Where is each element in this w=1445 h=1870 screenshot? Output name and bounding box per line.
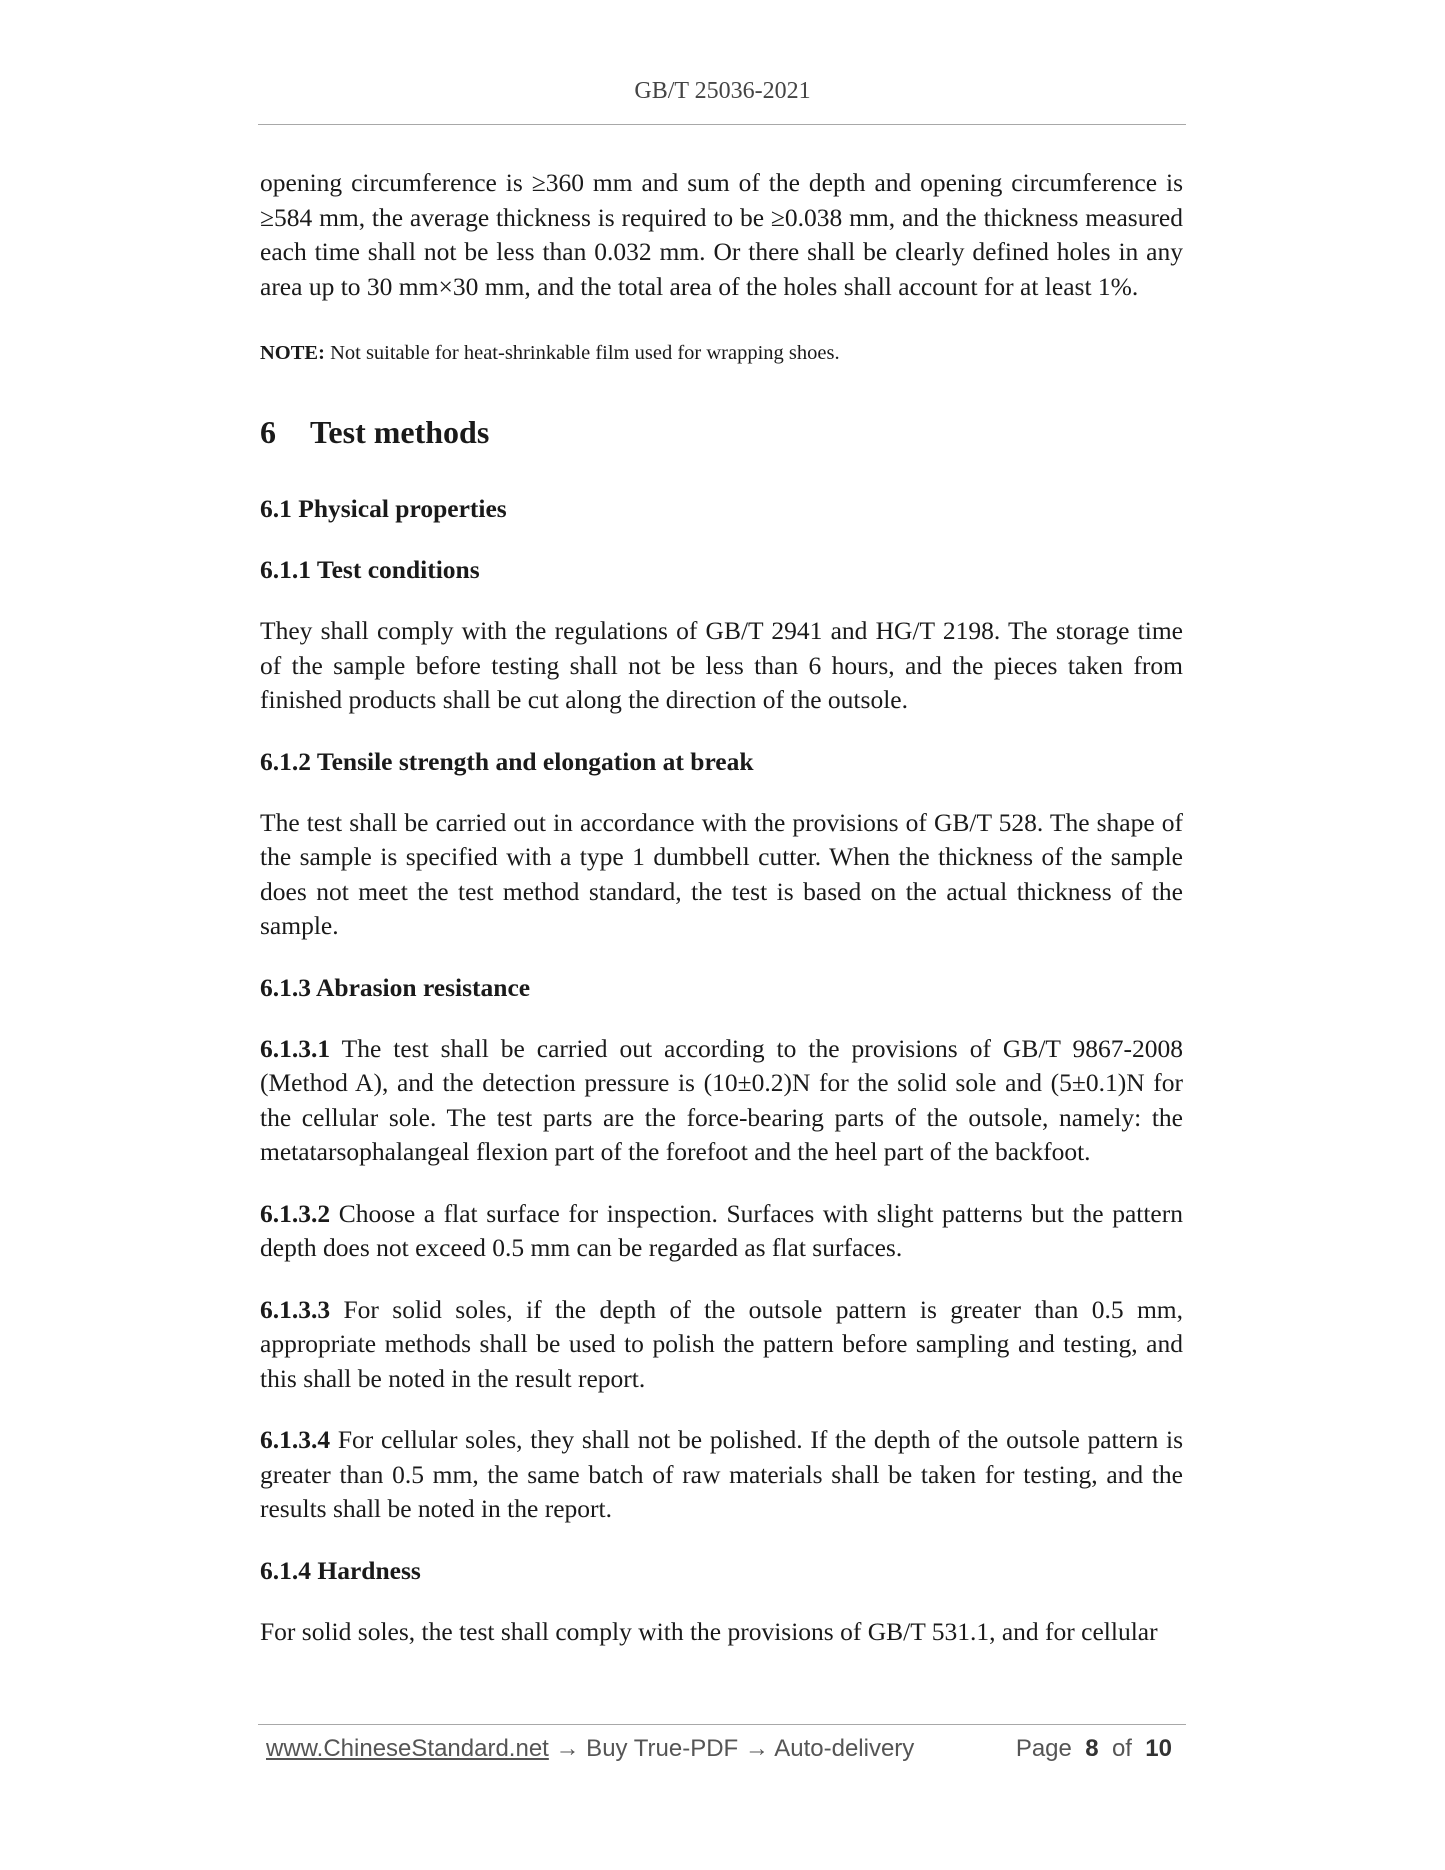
section-6-1-1-text: They shall comply with the regulations of GB/T 2941 and HG/T 2198. The storage time of the sample before testing shall not be less than 6 hours, and the pieces taken from finished products shall be cut along the direction of the outsole.: [260, 616, 1183, 714]
clause-text: The test shall be carried out according to the provisions of GB/T 9867-2008 (Method A), and the detection pressure is (10±0.2)N for the solid sole and (5±0.1)N for the cellular sole. The test parts are the force-bearing parts of the outsole, namely: the metatarsophalangeal flexion part of the forefoot and the heel part of the backfoot.: [260, 1033, 1183, 1166]
intro-paragraph: opening circumference is ≥360 mm and sum of the depth and opening circumference is ≥584 mm, the average thickness is required to be ≥0.038 mm, and the thickness measured each time shall not be less than 0.032 mm. Or there shall be clearly defined holes in any area up to 30 mm×30 mm, and the total area of the holes shall account for at least 1%.: [260, 168, 1183, 301]
clause-number: 6.1.3.2: [260, 1198, 331, 1228]
clause-number: 6.1.3.4: [260, 1425, 331, 1454]
footer-promo: [266, 1735, 914, 1763]
section-6-1-2-heading: 6.1.2 Tensile strength and elongation at break: [260, 746, 754, 776]
page-header: GB/T 25036-2021: [634, 78, 811, 104]
page-label: Page: [1015, 1735, 1072, 1762]
page-footer: [266, 1735, 1186, 1771]
header-divider: [258, 124, 1186, 125]
section-6-1-1-heading: 6.1.1 Test conditions: [260, 555, 480, 584]
clause-6-1-3-1: [260, 1032, 1183, 1170]
footer-nav-text: → Buy True-PDF → Auto-delivery: [548, 1735, 915, 1762]
page-counter: [1016, 1735, 1172, 1763]
page-number: 8: [1085, 1735, 1099, 1762]
section-6-1-2-text: The test shall be carried out in accordance with the provisions of GB/T 528. The shape of the sample is specified with a type 1 dumbbell cutter. When the thickness of the sample does not meet the test method standard, the test is based on the actual thickness of the sample.: [260, 807, 1183, 940]
page-total: 10: [1145, 1735, 1172, 1762]
clause-6-1-3-3: [260, 1293, 1183, 1397]
note-label: NOTE:: [260, 342, 325, 364]
section-6-1-heading: 6.1 Physical properties: [260, 494, 507, 523]
section-6-title: Test methods: [310, 414, 490, 450]
clause-text: For solid soles, if the depth of the outsole pattern is greater than 0.5 mm, appropriate methods shall be used to polish the pattern before sampling and testing, and this shall be noted in the result report.: [260, 1294, 1183, 1393]
footer-divider: [258, 1724, 1186, 1725]
section-6-1-4-heading: 6.1.4 Hardness: [260, 1555, 421, 1585]
clause-6-1-3-4: [260, 1423, 1183, 1527]
clause-number: 6.1.3.1: [260, 1033, 331, 1063]
clause-text: For cellular soles, they shall not be polished. If the depth of the outsole pattern is greater than 0.5 mm, the same batch of raw materials shall be taken for testing, and the results shall be noted in the report.: [260, 1425, 1183, 1523]
clause-number: 6.1.3.3: [260, 1294, 331, 1324]
clause-text: Choose a flat surface for inspection. Surfaces with slight patterns but the pattern depth does not exceed 0.5 mm can be regarded as flat surfaces.: [260, 1198, 1183, 1262]
section-6-heading: [260, 412, 1183, 452]
note: [260, 340, 1183, 366]
section-6-1-4-text: For solid soles, the test shall comply with the provisions of GB/T 531.1, and for cellular: [260, 1616, 1158, 1646]
clause-6-1-3-2: [260, 1197, 1183, 1266]
of-label: of: [1111, 1735, 1132, 1762]
section-6-1-3-heading: 6.1.3 Abrasion resistance: [260, 972, 531, 1002]
site-link[interactable]: www.ChineseStandard.net: [266, 1735, 549, 1762]
section-6-number: 6: [260, 414, 276, 450]
note-text: Not suitable for heat-shrinkable film used for wrapping shoes.: [324, 342, 840, 364]
page-content: [260, 166, 1183, 1649]
